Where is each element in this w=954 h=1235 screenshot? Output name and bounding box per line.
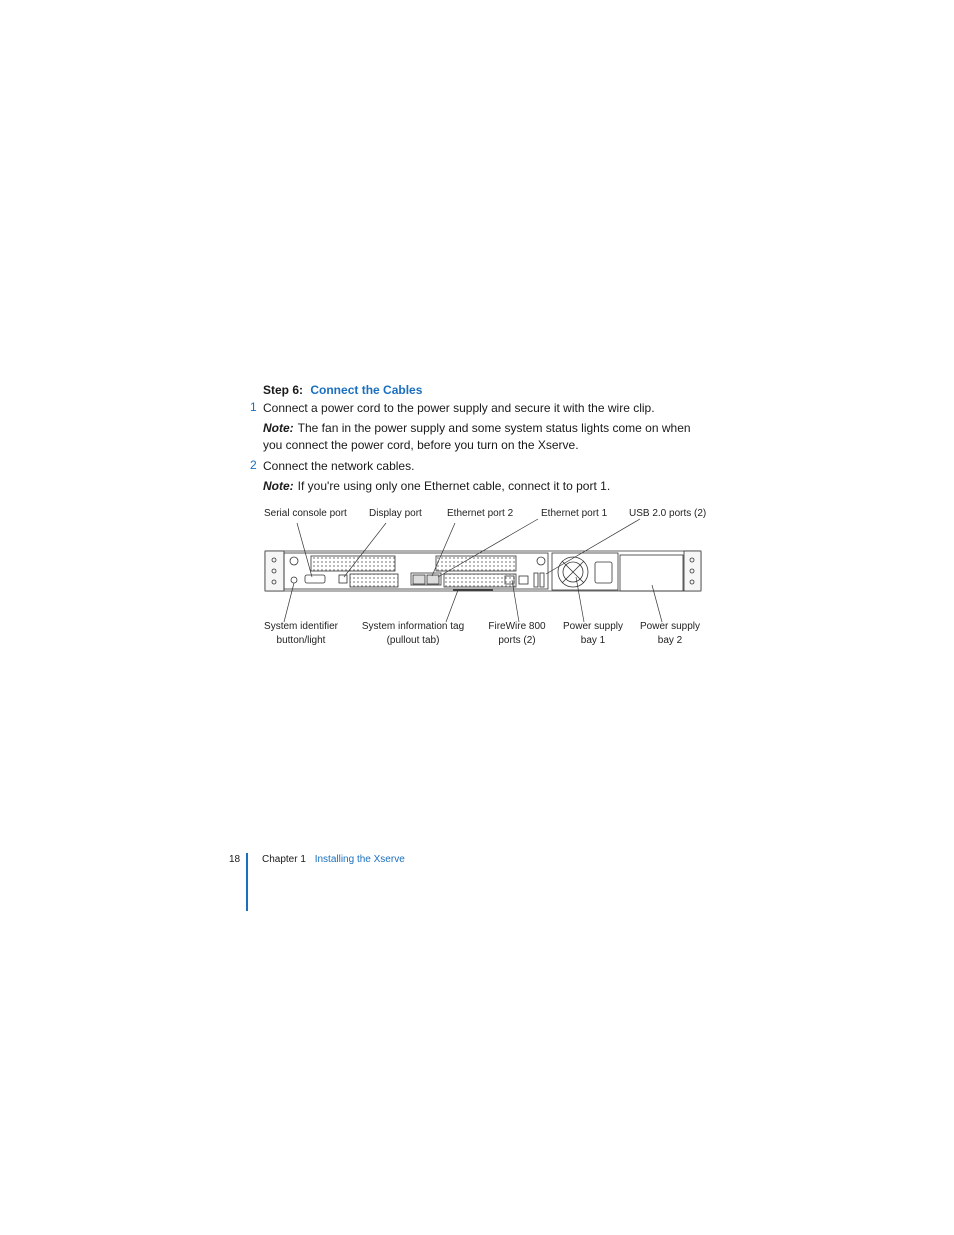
callout-power-supply-bay-1 [563, 620, 623, 648]
instruction-text: Connect a power cord to the power supply and secure it with the wire clip. [263, 401, 655, 415]
vent-grill [311, 556, 395, 571]
callout-display-port: Display port [369, 508, 422, 519]
callout-line: ports (2) [498, 635, 536, 646]
callout-line: bay 1 [580, 635, 606, 646]
callout-ethernet-port-2: Ethernet port 2 [447, 508, 514, 519]
callout-line: Power supply [639, 621, 701, 632]
chapter-label: Chapter 1 [262, 854, 306, 865]
callout-usb-ports: USB 2.0 ports (2) [629, 508, 707, 519]
vent-grill [436, 556, 516, 571]
callout-serial-console-port: Serial console port [264, 508, 347, 519]
callout-line: FireWire 800 [488, 621, 546, 632]
ethernet-port-1 [427, 575, 439, 584]
callout-line: System identifier [264, 621, 338, 632]
note-label: Note: [263, 479, 294, 493]
chapter-title-link[interactable]: Installing the Xserve [314, 854, 405, 865]
instruction-number: 1 [250, 400, 257, 414]
callout-ethernet-port-1: Ethernet port 1 [541, 508, 608, 519]
step-label: Step 6: [263, 383, 304, 397]
leader-line [446, 590, 458, 622]
note-text: If you're using only one Ethernet cable, connect it to port 1. [297, 479, 611, 493]
footer-rule [246, 853, 248, 911]
left-rail [265, 551, 284, 591]
callout-firewire-ports [488, 620, 545, 648]
callout-system-information-tag [362, 620, 464, 648]
callout-line: bay 2 [657, 635, 683, 646]
instruction-number: 2 [250, 458, 257, 472]
vent-grill [350, 574, 398, 587]
ethernet-port-2 [413, 575, 425, 584]
right-rail [684, 551, 701, 591]
callout-line: (pullout tab) [386, 635, 440, 646]
note-label: Note: [263, 421, 294, 435]
footer-chapter [262, 854, 405, 865]
page-number: 18 [229, 854, 241, 865]
step-title: Connect the Cables [310, 383, 423, 397]
callout-power-supply-bay-2 [640, 620, 700, 648]
callout-line: System information tag [361, 621, 465, 632]
callout-line: Power supply [562, 621, 624, 632]
instruction-text: Connect the network cables. [263, 459, 415, 473]
note-text: The fan in the power supply and some system status lights come on when you connect the power cord, before you turn on the Xserve. [263, 421, 691, 452]
callout-system-identifier [264, 620, 338, 648]
callout-line: button/light [276, 635, 326, 646]
